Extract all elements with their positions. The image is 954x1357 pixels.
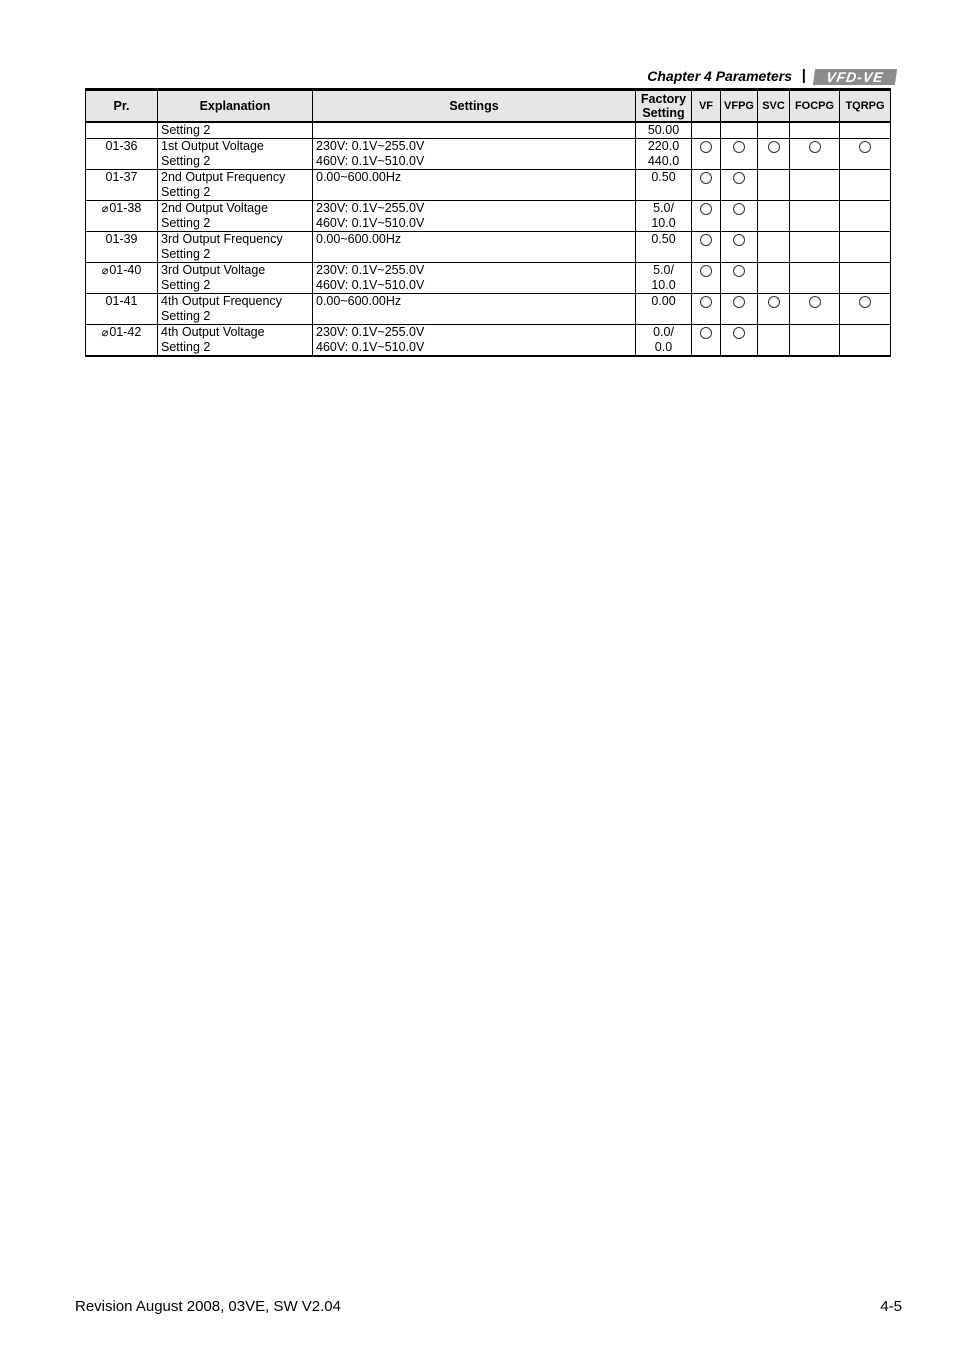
cell-mode-vf [692,122,721,139]
cell-factory-setting-line: 10.0 [651,216,676,230]
cell-mode-focpg [790,122,840,139]
pr-code: 01-38 [109,201,142,215]
table-body [86,122,891,356]
cell-explanation-line: Setting 2 [161,185,211,199]
supported-circle-icon [700,141,712,153]
supported-circle-icon [809,141,821,153]
cell-pr [86,263,158,294]
cell-factory-setting [636,263,692,294]
cell-mode-vf [692,139,721,170]
col-header-factory-setting [636,90,692,123]
cell-explanation [158,232,313,263]
cell-pr [86,201,158,232]
footer-revision: Revision August 2008, 03VE, SW V2.04 [75,1298,341,1315]
vfd-ve-logo: VFD-VE [813,69,897,85]
cell-factory-setting-line: 0.00 [651,294,676,308]
cell-mode-focpg [790,139,840,170]
cell-factory-setting [636,232,692,263]
cell-pr [86,170,158,201]
col-header-tqrpg: TQRPG [840,90,891,123]
cell-factory-setting-line: 0.50 [651,170,676,184]
table-row [86,122,891,139]
cell-explanation [158,170,313,201]
factory-header-line1: Factory [640,92,687,106]
parameter-table [85,88,891,357]
cell-factory-setting [636,201,692,232]
page-header [86,68,896,88]
cell-factory-setting [636,170,692,201]
chapter-title: Chapter 4 Parameters [647,68,792,84]
cell-factory-setting-line: 5.0/ [653,263,674,277]
cell-settings-line: 230V: 0.1V~255.0V [316,263,425,277]
cell-explanation-line: 2nd Output Voltage [161,201,269,215]
cell-explanation [158,294,313,325]
cell-mode-tqrpg [840,201,891,232]
table-row [86,325,891,357]
cell-mode-vfpg [721,232,758,263]
supported-circle-icon [768,296,780,308]
supported-circle-icon [700,265,712,277]
supported-circle-icon [700,296,712,308]
cell-explanation [158,139,313,170]
cell-explanation-line: Setting 2 [161,340,211,354]
cell-explanation-line: 4th Output Voltage [161,325,265,339]
pr-code: 01-42 [109,325,142,339]
cell-settings [313,170,636,201]
cell-mode-vfpg [721,122,758,139]
cell-settings [313,294,636,325]
cell-mode-svc [758,201,790,232]
supported-circle-icon [733,265,745,277]
cell-settings-line: 460V: 0.1V~510.0V [316,216,425,230]
supported-circle-icon [733,203,745,215]
table-row [86,170,891,201]
supported-circle-icon [700,234,712,246]
cell-settings [313,325,636,357]
cell-mode-focpg [790,325,840,357]
cell-explanation-line: Setting 2 [161,309,211,323]
cell-factory-setting-line: 440.0 [647,154,680,168]
run-adjustable-icon: ⌀ [101,203,109,215]
cell-pr [86,232,158,263]
cell-factory-setting-line: 50.00 [647,123,680,137]
supported-circle-icon [733,141,745,153]
table-row [86,139,891,170]
cell-mode-tqrpg [840,263,891,294]
cell-settings [313,122,636,139]
cell-factory-setting-line: 5.0/ [653,201,674,215]
cell-factory-setting [636,325,692,357]
supported-circle-icon [700,327,712,339]
cell-settings-line: 0.00~600.00Hz [316,170,402,184]
col-header-vfpg: VFPG [721,90,758,123]
cell-settings [313,263,636,294]
cell-settings-line: 460V: 0.1V~510.0V [316,340,425,354]
cell-mode-svc [758,263,790,294]
pr-code: 01-36 [105,139,138,153]
cell-factory-setting-line: 0.50 [651,232,676,246]
cell-pr [86,122,158,139]
pr-code: 01-39 [105,232,138,246]
cell-mode-focpg [790,263,840,294]
cell-explanation [158,263,313,294]
supported-circle-icon [700,172,712,184]
col-header-vf: VF [692,90,721,123]
cell-mode-focpg [790,170,840,201]
cell-explanation-line: 1st Output Voltage [161,139,264,153]
supported-circle-icon [859,296,871,308]
cell-settings [313,139,636,170]
cell-explanation-line: Setting 2 [161,247,211,261]
cell-settings [313,232,636,263]
cell-explanation [158,325,313,357]
cell-explanation-line: Setting 2 [161,216,211,230]
cell-mode-svc [758,232,790,263]
cell-factory-setting [636,294,692,325]
cell-mode-svc [758,170,790,201]
supported-circle-icon [768,141,780,153]
col-header-focpg: FOCPG [790,90,840,123]
cell-mode-vf [692,232,721,263]
cell-mode-svc [758,139,790,170]
supported-circle-icon [733,296,745,308]
supported-circle-icon [733,327,745,339]
col-header-explanation: Explanation [158,90,313,123]
pr-code: 01-41 [105,294,138,308]
run-adjustable-icon: ⌀ [101,327,109,339]
cell-mode-svc [758,325,790,357]
cell-factory-setting [636,139,692,170]
cell-mode-vf [692,294,721,325]
cell-mode-tqrpg [840,122,891,139]
cell-mode-svc [758,294,790,325]
cell-mode-tqrpg [840,294,891,325]
cell-settings-line: 230V: 0.1V~255.0V [316,201,425,215]
cell-pr [86,294,158,325]
cell-mode-tqrpg [840,232,891,263]
cell-pr [86,325,158,357]
table-header-row [86,90,891,123]
cell-settings-line: 0.00~600.00Hz [316,294,402,308]
table-row [86,294,891,325]
run-adjustable-icon: ⌀ [101,265,109,277]
table-row [86,232,891,263]
supported-circle-icon [809,296,821,308]
cell-mode-vfpg [721,263,758,294]
cell-explanation-line: 4th Output Frequency [161,294,282,308]
cell-mode-vf [692,201,721,232]
pr-code: 01-40 [109,263,142,277]
cell-settings-line: 230V: 0.1V~255.0V [316,139,425,153]
cell-mode-tqrpg [840,139,891,170]
cell-mode-vf [692,170,721,201]
cell-factory-setting-line: 220.0 [647,139,680,153]
cell-explanation-line: Setting 2 [161,154,211,168]
cell-factory-setting [636,122,692,139]
col-header-settings: Settings [313,90,636,123]
cell-explanation [158,201,313,232]
header-separator: | [801,67,806,84]
cell-factory-setting-line: 0.0 [654,340,673,354]
col-header-pr: Pr. [86,90,158,123]
supported-circle-icon [733,234,745,246]
cell-pr [86,139,158,170]
col-header-svc: SVC [758,90,790,123]
factory-header-line2: Setting [642,106,685,120]
cell-explanation-line: 2nd Output Frequency [161,170,286,184]
pr-code: 01-37 [105,170,138,184]
supported-circle-icon [733,172,745,184]
cell-mode-focpg [790,232,840,263]
footer-page-number: 4-5 [880,1298,902,1315]
table-row [86,201,891,232]
cell-explanation [158,122,313,139]
cell-mode-vf [692,263,721,294]
cell-mode-tqrpg [840,325,891,357]
cell-settings-line: 0.00~600.00Hz [316,232,402,246]
cell-explanation-line: 3rd Output Voltage [161,263,266,277]
cell-settings [313,201,636,232]
supported-circle-icon [700,203,712,215]
cell-settings-line: 460V: 0.1V~510.0V [316,278,425,292]
cell-mode-svc [758,122,790,139]
supported-circle-icon [859,141,871,153]
cell-factory-setting-line: 10.0 [651,278,676,292]
cell-mode-vfpg [721,139,758,170]
table-row [86,263,891,294]
cell-mode-focpg [790,201,840,232]
cell-explanation-line: Setting 2 [161,278,211,292]
cell-mode-vfpg [721,201,758,232]
cell-mode-vfpg [721,170,758,201]
cell-mode-focpg [790,294,840,325]
cell-explanation-line: 3rd Output Frequency [161,232,283,246]
cell-factory-setting-line: 0.0/ [653,325,674,339]
cell-settings-line: 460V: 0.1V~510.0V [316,154,425,168]
cell-settings-line: 230V: 0.1V~255.0V [316,325,425,339]
cell-explanation-line: Setting 2 [161,123,211,137]
cell-mode-vfpg [721,325,758,357]
cell-mode-tqrpg [840,170,891,201]
cell-mode-vfpg [721,294,758,325]
cell-mode-vf [692,325,721,357]
